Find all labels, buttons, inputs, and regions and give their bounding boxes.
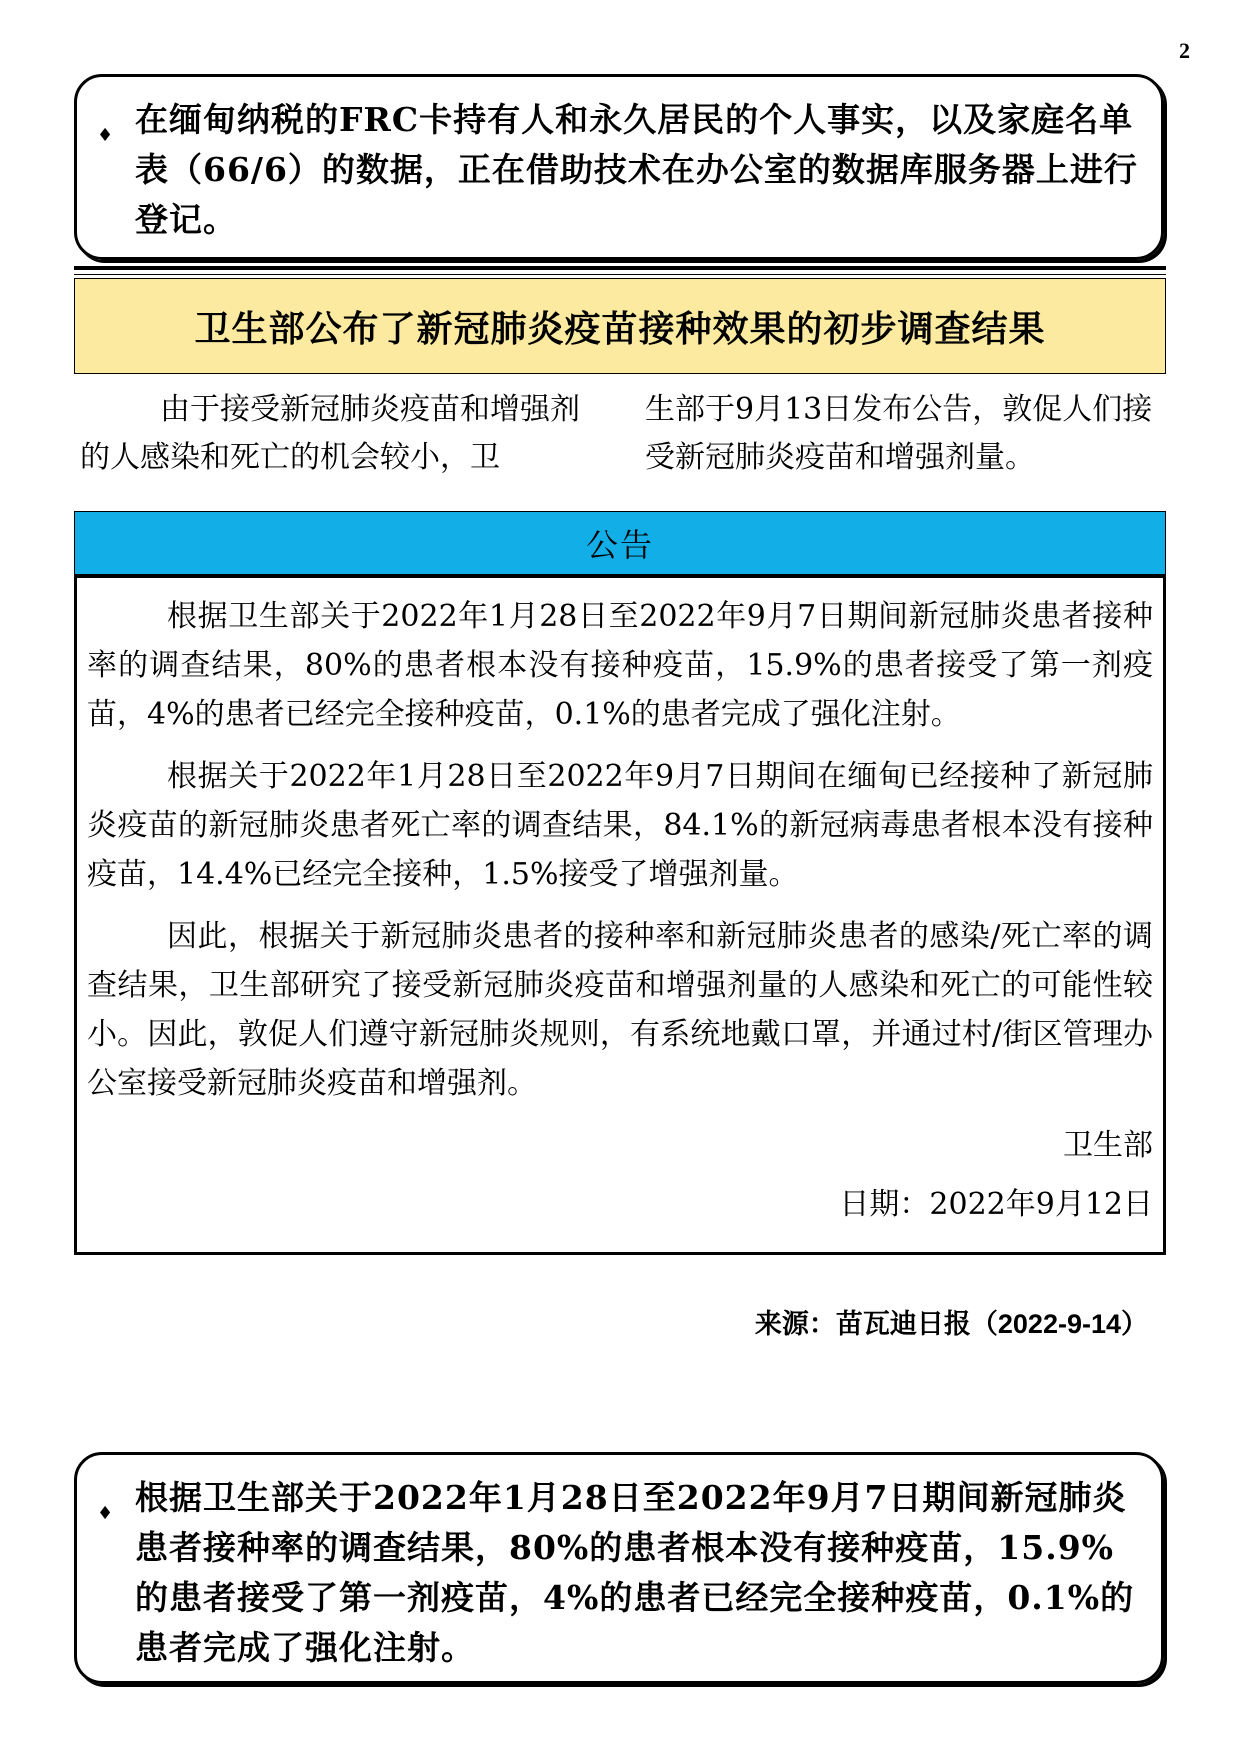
intro-right-column: 生部于9月13日发布公告，敦促人们接受新冠肺炎疫苗和增强剂量。 <box>645 392 1153 475</box>
diamond-bullet-icon: ♦ <box>97 125 115 146</box>
page-number: 2 <box>1179 38 1190 63</box>
divider-thin <box>74 274 1166 275</box>
notice-header <box>74 511 1166 575</box>
headline: 卫生部公布了新冠肺炎疫苗接种效果的初步调查结果 <box>194 307 1046 350</box>
callout-top <box>74 74 1164 260</box>
source-citation: 来源：苗瓦迪日报（2022-9-14） <box>754 1309 1148 1339</box>
notice-paragraph: 根据关于2022年1月28日至2022年9月7日期间在缅甸已经接种了新冠肺炎疫苗的新冠肺炎患者死亡率的调查结果，84.1%的新冠病毒患者根本没有接种疫苗，14.4%已经完全接种，1.5%接受了增强剂量。 <box>87 759 1153 892</box>
notice-signature: 卫生部 <box>1063 1128 1153 1163</box>
intro-paragraph <box>80 386 1165 486</box>
notice-body <box>74 575 1166 1255</box>
callout-top-text: 在缅甸纳税的FRC卡持有人和永久居民的个人事实，以及家庭名单表（66/6）的数据，正在借助技术在办公室的数据库服务器上进行登记。 <box>135 100 1138 239</box>
callout-bottom-text: 根据卫生部关于2022年1月28日至2022年9月7日期间新冠肺炎患者接种率的调查结果，80%的患者根本没有接种疫苗，15.9%的患者接受了第一剂疫苗，4%的患者已经完全接种疫苗，0.1%的患者完成了强化注射。 <box>135 1478 1135 1667</box>
headline-box <box>74 278 1166 374</box>
notice-paragraph: 因此，根据关于新冠肺炎患者的接种率和新冠肺炎患者的感染/死亡率的调查结果，卫生部研究了接受新冠肺炎疫苗和增强剂量的人感染和死亡的可能性较小。因此，敦促人们遵守新冠肺炎规则，有系统地戴口罩，并通过村/街区管理办公室接受新冠肺炎疫苗和增强剂。 <box>87 919 1153 1101</box>
divider-thick <box>74 266 1166 270</box>
diamond-bullet-icon: ♦ <box>97 1503 115 1524</box>
notice-date: 日期：2022年9月12日 <box>839 1187 1153 1222</box>
notice-title: 公告 <box>585 526 654 564</box>
callout-bottom <box>74 1452 1164 1684</box>
notice-paragraph: 根据卫生部关于2022年1月28日至2022年9月7日期间新冠肺炎患者接种率的调查结果，80%的患者根本没有接种疫苗，15.9%的患者接受了第一剂疫苗，4%的患者已经完全接种疫苗，0.1%的患者完成了强化注射。 <box>87 599 1153 732</box>
intro-left-column: 由于接受新冠肺炎疫苗和增强剂的人感染和死亡的机会较小，卫 <box>80 392 580 475</box>
